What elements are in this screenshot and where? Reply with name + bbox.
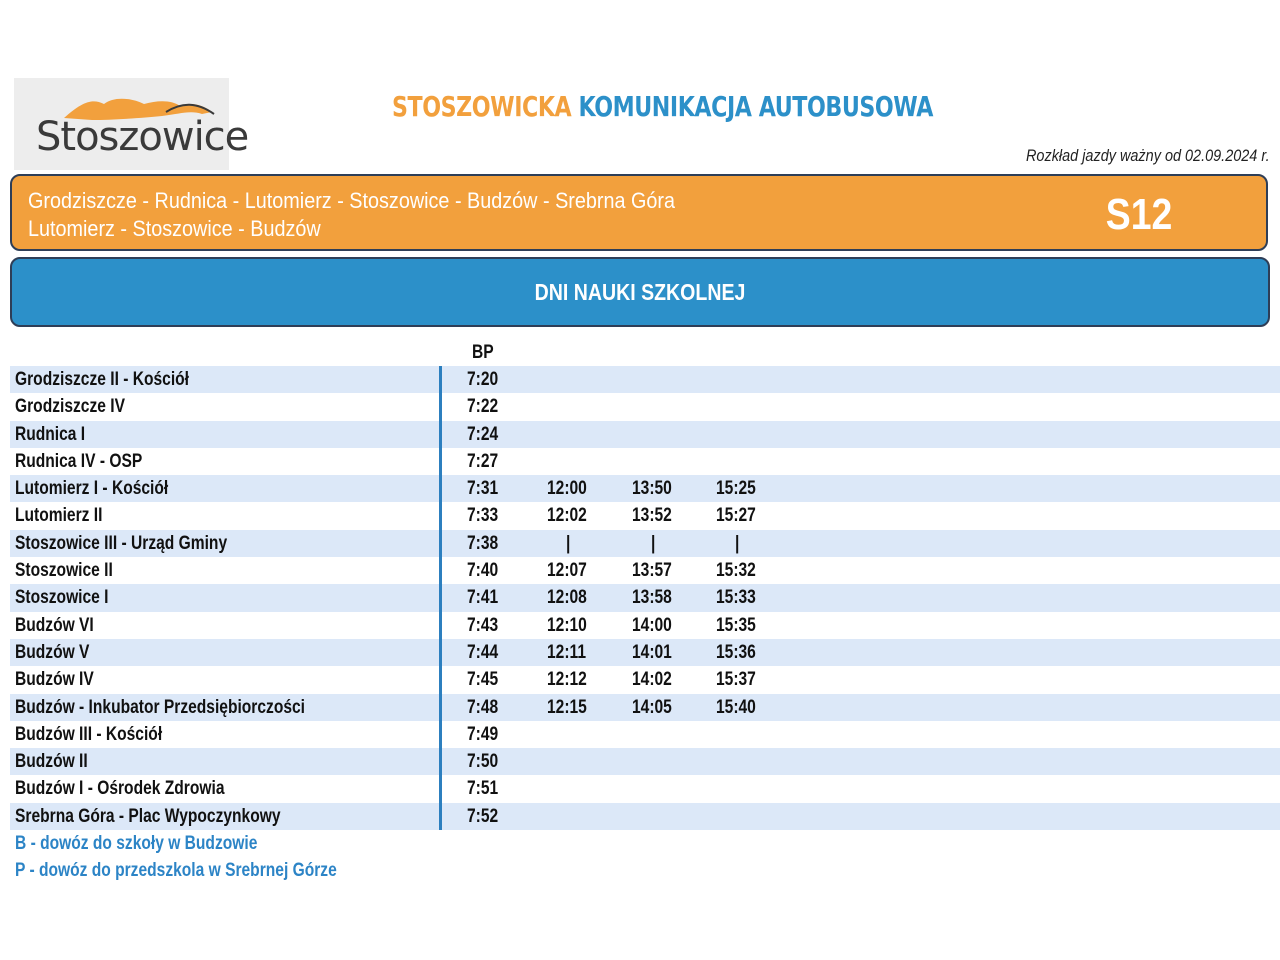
table-row — [10, 694, 1280, 721]
timetable — [10, 338, 1280, 830]
footnote-p: P - dowóz do przedszkola w Srebrnej Górze — [15, 860, 337, 881]
route-line-1: Grodziszcze - Rudnica - Lutomierz - Stoszowice - Budzów - Srebrna Góra — [28, 188, 676, 213]
validity-date: Rozkład jazdy ważny od 02.09.2024 r. — [1026, 146, 1270, 165]
table-row — [10, 803, 1280, 830]
departure-time: 15:25 — [716, 478, 756, 500]
stop-name: Stoszowice II — [15, 560, 113, 582]
stop-name: Budzów - Inkubator Przedsiębiorczości — [15, 696, 306, 718]
title-part-1: STOSZOWICKA — [392, 90, 572, 123]
stop-name: Stoszowice I — [15, 587, 109, 609]
departure-time: 7:27 — [467, 450, 499, 472]
departure-time: 12:08 — [547, 587, 587, 609]
departure-time: 7:51 — [467, 778, 499, 800]
departure-time: 14:01 — [632, 641, 672, 663]
departure-time: 12:02 — [547, 505, 587, 527]
departure-time: 7:24 — [467, 423, 499, 445]
departure-time: 14:00 — [632, 614, 672, 636]
stop-name: Budzów II — [15, 751, 88, 773]
departure-time: 12:12 — [547, 669, 587, 691]
route-code: S12 — [1105, 190, 1172, 239]
departure-time: 7:44 — [467, 641, 499, 663]
table-row — [10, 502, 1280, 529]
departure-time: 12:07 — [547, 560, 587, 582]
departure-time: 7:49 — [467, 723, 499, 745]
day-type-banner — [10, 257, 1270, 327]
departure-time: | — [651, 532, 656, 554]
departure-time: 15:36 — [716, 641, 756, 663]
departure-time: 7:43 — [467, 614, 499, 636]
departure-time: 7:50 — [467, 751, 499, 773]
departure-time: 12:10 — [547, 614, 587, 636]
departure-time: 12:00 — [547, 478, 587, 500]
departure-time: 12:11 — [547, 641, 586, 663]
page-title — [392, 90, 933, 123]
departure-time: 7:48 — [467, 696, 499, 718]
departure-time: 7:52 — [467, 805, 499, 827]
stop-name: Lutomierz II — [15, 505, 103, 527]
stop-name: Budzów III - Kościół — [15, 723, 163, 745]
logo-text: Stoszowice — [36, 114, 249, 160]
stop-name: Rudnica I — [15, 423, 86, 445]
title-part-2: KOMUNIKACJA AUTOBUSOWA — [578, 90, 933, 123]
departure-time: 15:37 — [716, 669, 756, 691]
departure-time: 7:40 — [467, 560, 499, 582]
table-row — [10, 366, 1280, 393]
departure-time: 7:33 — [467, 505, 499, 527]
logo — [14, 78, 249, 170]
stop-name: Grodziszcze IV — [15, 396, 125, 418]
departure-time: | — [735, 532, 740, 554]
table-row — [10, 612, 1280, 639]
route-banner — [10, 174, 1268, 251]
table-row — [10, 748, 1280, 775]
table-row — [10, 775, 1280, 802]
stop-name: Budzów I - Ośrodek Zdrowia — [15, 778, 225, 800]
departure-time: 7:31 — [467, 478, 499, 500]
departure-time: 15:40 — [716, 696, 756, 718]
table-row — [10, 639, 1280, 666]
departure-time: 12:15 — [547, 696, 587, 718]
departure-time: 13:57 — [632, 560, 672, 582]
departure-time: 13:50 — [632, 478, 672, 500]
stop-name: Grodziszcze II - Kościół — [15, 369, 190, 390]
stop-name: Budzów V — [15, 641, 90, 663]
departure-time: 7:38 — [467, 532, 499, 554]
departure-time: 14:05 — [632, 696, 672, 718]
departure-time: 7:20 — [467, 369, 499, 390]
stop-name: Budzów IV — [15, 669, 94, 691]
departure-time: 7:45 — [467, 669, 499, 691]
table-row — [10, 557, 1280, 584]
departure-time: | — [566, 532, 571, 554]
departure-time: 7:22 — [467, 396, 499, 418]
departure-time: 13:58 — [632, 587, 672, 609]
table-row — [10, 475, 1280, 502]
table-row — [10, 393, 1280, 420]
stop-name: Budzów VI — [15, 614, 94, 636]
departure-time: 15:35 — [716, 614, 756, 636]
day-type-label: DNI NAUKI SZKOLNEJ — [534, 279, 746, 305]
table-row — [10, 666, 1280, 693]
stop-column-divider — [439, 366, 442, 830]
departure-time: 14:02 — [632, 669, 672, 691]
departure-time: 15:32 — [716, 560, 756, 582]
departure-time: 15:33 — [716, 587, 756, 609]
timetable-header — [10, 338, 1280, 366]
stop-name: Rudnica IV - OSP — [15, 450, 143, 472]
table-row — [10, 530, 1280, 557]
departure-time: 13:52 — [632, 505, 672, 527]
table-row — [10, 721, 1280, 748]
column-header-bp: BP — [472, 342, 494, 363]
table-row — [10, 584, 1280, 611]
footnote-b: B - dowóz do szkoły w Budzowie — [15, 833, 258, 854]
route-line-2: Lutomierz - Stoszowice - Budzów — [28, 216, 321, 241]
table-row — [10, 421, 1280, 448]
stop-name: Lutomierz I - Kościół — [15, 478, 169, 500]
stop-name: Stoszowice III - Urząd Gminy — [15, 532, 228, 554]
stop-name: Srebrna Góra - Plac Wypoczynkowy — [15, 805, 281, 827]
departure-time: 15:27 — [716, 505, 756, 527]
departure-time: 7:41 — [467, 587, 499, 609]
table-row — [10, 448, 1280, 475]
